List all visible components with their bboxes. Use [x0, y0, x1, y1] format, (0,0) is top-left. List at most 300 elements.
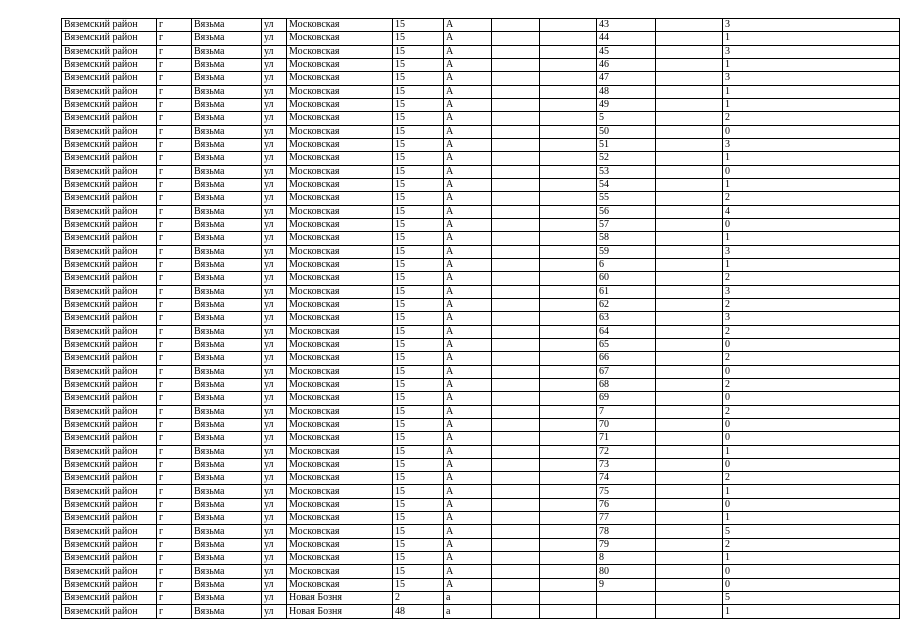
- blank-cell-c: [656, 378, 723, 391]
- street-cell: Московская: [287, 418, 393, 431]
- settlement-cell: Вязьма: [192, 258, 262, 271]
- count-cell: 5: [723, 592, 900, 605]
- table-row: [62, 32, 900, 45]
- blank-cell-b: [540, 352, 597, 365]
- table-row: [62, 205, 900, 218]
- count-cell: 3: [723, 312, 900, 325]
- count-cell: 0: [723, 418, 900, 431]
- blank-cell-c: [656, 605, 723, 618]
- blank-cell-a: [492, 525, 540, 538]
- district-cell: Вяземский район: [62, 112, 157, 125]
- settlement-cell: Вязьма: [192, 418, 262, 431]
- settlement-type-cell: г: [157, 298, 192, 311]
- blank-cell-c: [656, 85, 723, 98]
- district-cell: Вяземский район: [62, 525, 157, 538]
- blank-cell-c: [656, 125, 723, 138]
- settlement-type-cell: г: [157, 258, 192, 271]
- blank-cell-a: [492, 125, 540, 138]
- blank-cell-b: [540, 418, 597, 431]
- house-cell: 15: [393, 565, 444, 578]
- blank-cell-b: [540, 245, 597, 258]
- blank-cell-c: [656, 245, 723, 258]
- apartment-cell: 60: [597, 272, 656, 285]
- blank-cell-c: [656, 525, 723, 538]
- building-letter-cell: А: [444, 525, 492, 538]
- settlement-type-cell: г: [157, 152, 192, 165]
- table-row: [62, 312, 900, 325]
- house-cell: 15: [393, 392, 444, 405]
- district-cell: Вяземский район: [62, 538, 157, 551]
- district-cell: Вяземский район: [62, 405, 157, 418]
- street-cell: Московская: [287, 312, 393, 325]
- street-cell: Московская: [287, 352, 393, 365]
- blank-cell-a: [492, 258, 540, 271]
- blank-cell-a: [492, 392, 540, 405]
- settlement-type-cell: г: [157, 165, 192, 178]
- settlement-type-cell: г: [157, 192, 192, 205]
- apartment-cell: 80: [597, 565, 656, 578]
- count-cell: 2: [723, 298, 900, 311]
- settlement-cell: Вязьма: [192, 138, 262, 151]
- count-cell: 1: [723, 178, 900, 191]
- count-cell: 3: [723, 45, 900, 58]
- settlement-type-cell: г: [157, 98, 192, 111]
- house-cell: 15: [393, 178, 444, 191]
- district-cell: Вяземский район: [62, 592, 157, 605]
- blank-cell-c: [656, 472, 723, 485]
- apartment-cell: 53: [597, 165, 656, 178]
- blank-cell-a: [492, 98, 540, 111]
- building-letter-cell: А: [444, 98, 492, 111]
- district-cell: Вяземский район: [62, 45, 157, 58]
- street-cell: Московская: [287, 45, 393, 58]
- apartment-cell: 54: [597, 178, 656, 191]
- count-cell: 1: [723, 232, 900, 245]
- street-cell: Московская: [287, 285, 393, 298]
- district-cell: Вяземский район: [62, 312, 157, 325]
- street-cell: Московская: [287, 325, 393, 338]
- count-cell: 0: [723, 218, 900, 231]
- house-cell: 15: [393, 352, 444, 365]
- blank-cell-a: [492, 192, 540, 205]
- building-letter-cell: А: [444, 285, 492, 298]
- settlement-type-cell: г: [157, 392, 192, 405]
- blank-cell-a: [492, 605, 540, 618]
- settlement-type-cell: г: [157, 338, 192, 351]
- blank-cell-c: [656, 138, 723, 151]
- blank-cell-c: [656, 405, 723, 418]
- apartment-cell: 52: [597, 152, 656, 165]
- blank-cell-a: [492, 85, 540, 98]
- count-cell: 3: [723, 285, 900, 298]
- street-cell: Московская: [287, 218, 393, 231]
- count-cell: 0: [723, 338, 900, 351]
- blank-cell-b: [540, 232, 597, 245]
- house-cell: 15: [393, 338, 444, 351]
- blank-cell-b: [540, 85, 597, 98]
- apartment-cell: 51: [597, 138, 656, 151]
- blank-cell-b: [540, 112, 597, 125]
- blank-cell-c: [656, 552, 723, 565]
- count-cell: 0: [723, 565, 900, 578]
- house-cell: 15: [393, 298, 444, 311]
- district-cell: Вяземский район: [62, 205, 157, 218]
- building-letter-cell: А: [444, 472, 492, 485]
- apartment-cell: 49: [597, 98, 656, 111]
- house-cell: 15: [393, 312, 444, 325]
- district-cell: Вяземский район: [62, 72, 157, 85]
- count-cell: 1: [723, 485, 900, 498]
- street-cell: Новая Бозня: [287, 605, 393, 618]
- apartment-cell: [597, 592, 656, 605]
- blank-cell-b: [540, 298, 597, 311]
- table-row: [62, 605, 900, 618]
- street-type-cell: ул: [262, 85, 287, 98]
- house-cell: 15: [393, 498, 444, 511]
- building-letter-cell: А: [444, 485, 492, 498]
- count-cell: 3: [723, 245, 900, 258]
- blank-cell-a: [492, 418, 540, 431]
- house-cell: 15: [393, 19, 444, 32]
- street-cell: Московская: [287, 232, 393, 245]
- blank-cell-a: [492, 178, 540, 191]
- apartment-cell: 7: [597, 405, 656, 418]
- settlement-type-cell: г: [157, 512, 192, 525]
- street-cell: Московская: [287, 298, 393, 311]
- district-cell: Вяземский район: [62, 338, 157, 351]
- settlement-cell: Вязьма: [192, 578, 262, 591]
- district-cell: Вяземский район: [62, 432, 157, 445]
- building-letter-cell: А: [444, 458, 492, 471]
- street-cell: Московская: [287, 378, 393, 391]
- table-row: [62, 485, 900, 498]
- street-type-cell: ул: [262, 298, 287, 311]
- blank-cell-c: [656, 45, 723, 58]
- street-type-cell: ул: [262, 152, 287, 165]
- building-letter-cell: А: [444, 325, 492, 338]
- settlement-cell: Вязьма: [192, 432, 262, 445]
- blank-cell-b: [540, 165, 597, 178]
- table-row: [62, 192, 900, 205]
- settlement-cell: Вязьма: [192, 72, 262, 85]
- settlement-cell: Вязьма: [192, 552, 262, 565]
- district-cell: Вяземский район: [62, 245, 157, 258]
- district-cell: Вяземский район: [62, 458, 157, 471]
- building-letter-cell: А: [444, 32, 492, 45]
- settlement-type-cell: г: [157, 58, 192, 71]
- settlement-cell: Вязьма: [192, 298, 262, 311]
- blank-cell-c: [656, 19, 723, 32]
- settlement-type-cell: г: [157, 232, 192, 245]
- building-letter-cell: А: [444, 125, 492, 138]
- count-cell: 1: [723, 32, 900, 45]
- street-type-cell: ул: [262, 472, 287, 485]
- apartment-cell: 61: [597, 285, 656, 298]
- street-type-cell: ул: [262, 432, 287, 445]
- blank-cell-c: [656, 258, 723, 271]
- blank-cell-b: [540, 378, 597, 391]
- settlement-cell: Вязьма: [192, 19, 262, 32]
- count-cell: 1: [723, 58, 900, 71]
- blank-cell-a: [492, 352, 540, 365]
- street-type-cell: ул: [262, 392, 287, 405]
- blank-cell-b: [540, 472, 597, 485]
- street-type-cell: ул: [262, 365, 287, 378]
- blank-cell-b: [540, 138, 597, 151]
- blank-cell-b: [540, 578, 597, 591]
- street-cell: Московская: [287, 138, 393, 151]
- count-cell: 0: [723, 125, 900, 138]
- apartment-cell: 79: [597, 538, 656, 551]
- district-cell: Вяземский район: [62, 352, 157, 365]
- street-cell: Московская: [287, 445, 393, 458]
- table-row: [62, 365, 900, 378]
- settlement-cell: Вязьма: [192, 605, 262, 618]
- blank-cell-c: [656, 72, 723, 85]
- street-type-cell: ул: [262, 138, 287, 151]
- district-cell: Вяземский район: [62, 58, 157, 71]
- street-type-cell: ул: [262, 45, 287, 58]
- building-letter-cell: А: [444, 58, 492, 71]
- blank-cell-a: [492, 565, 540, 578]
- blank-cell-a: [492, 445, 540, 458]
- settlement-cell: Вязьма: [192, 378, 262, 391]
- district-cell: Вяземский район: [62, 285, 157, 298]
- building-letter-cell: А: [444, 165, 492, 178]
- count-cell: 0: [723, 365, 900, 378]
- house-cell: 15: [393, 472, 444, 485]
- table-row: [62, 592, 900, 605]
- blank-cell-b: [540, 525, 597, 538]
- house-cell: 15: [393, 125, 444, 138]
- table-row: [62, 245, 900, 258]
- blank-cell-c: [656, 285, 723, 298]
- settlement-cell: Вязьма: [192, 512, 262, 525]
- settlement-type-cell: г: [157, 125, 192, 138]
- table-row: [62, 325, 900, 338]
- house-cell: 15: [393, 98, 444, 111]
- blank-cell-b: [540, 445, 597, 458]
- street-type-cell: ул: [262, 405, 287, 418]
- building-letter-cell: А: [444, 392, 492, 405]
- building-letter-cell: А: [444, 498, 492, 511]
- building-letter-cell: А: [444, 445, 492, 458]
- count-cell: 0: [723, 498, 900, 511]
- house-cell: 15: [393, 512, 444, 525]
- district-cell: Вяземский район: [62, 178, 157, 191]
- table-row: [62, 338, 900, 351]
- building-letter-cell: А: [444, 112, 492, 125]
- apartment-cell: 75: [597, 485, 656, 498]
- blank-cell-a: [492, 272, 540, 285]
- street-type-cell: ул: [262, 32, 287, 45]
- settlement-type-cell: г: [157, 178, 192, 191]
- street-cell: Московская: [287, 525, 393, 538]
- table-row: [62, 538, 900, 551]
- settlement-cell: Вязьма: [192, 272, 262, 285]
- house-cell: 15: [393, 458, 444, 471]
- table-row: [62, 392, 900, 405]
- street-cell: Московская: [287, 258, 393, 271]
- blank-cell-c: [656, 232, 723, 245]
- street-type-cell: ул: [262, 58, 287, 71]
- settlement-cell: Вязьма: [192, 285, 262, 298]
- settlement-cell: Вязьма: [192, 98, 262, 111]
- building-letter-cell: А: [444, 312, 492, 325]
- house-cell: 15: [393, 432, 444, 445]
- street-cell: Московская: [287, 365, 393, 378]
- apartment-cell: 55: [597, 192, 656, 205]
- blank-cell-a: [492, 312, 540, 325]
- district-cell: Вяземский район: [62, 85, 157, 98]
- table-row: [62, 578, 900, 591]
- house-cell: 15: [393, 538, 444, 551]
- district-cell: Вяземский район: [62, 512, 157, 525]
- building-letter-cell: А: [444, 19, 492, 32]
- district-cell: Вяземский район: [62, 445, 157, 458]
- district-cell: Вяземский район: [62, 552, 157, 565]
- house-cell: 15: [393, 552, 444, 565]
- blank-cell-b: [540, 272, 597, 285]
- building-letter-cell: А: [444, 72, 492, 85]
- house-cell: 2: [393, 592, 444, 605]
- settlement-cell: Вязьма: [192, 325, 262, 338]
- house-cell: 15: [393, 365, 444, 378]
- settlement-type-cell: г: [157, 405, 192, 418]
- street-cell: Московская: [287, 472, 393, 485]
- street-type-cell: ул: [262, 458, 287, 471]
- street-type-cell: ул: [262, 178, 287, 191]
- street-cell: Московская: [287, 565, 393, 578]
- blank-cell-c: [656, 565, 723, 578]
- apartment-cell: [597, 605, 656, 618]
- street-type-cell: ул: [262, 512, 287, 525]
- blank-cell-a: [492, 365, 540, 378]
- blank-cell-c: [656, 445, 723, 458]
- house-cell: 15: [393, 72, 444, 85]
- street-type-cell: ул: [262, 312, 287, 325]
- district-cell: Вяземский район: [62, 32, 157, 45]
- count-cell: 0: [723, 578, 900, 591]
- district-cell: Вяземский район: [62, 138, 157, 151]
- settlement-cell: Вязьма: [192, 45, 262, 58]
- count-cell: 1: [723, 605, 900, 618]
- blank-cell-a: [492, 432, 540, 445]
- blank-cell-a: [492, 485, 540, 498]
- settlement-cell: Вязьма: [192, 112, 262, 125]
- blank-cell-c: [656, 205, 723, 218]
- street-type-cell: ул: [262, 232, 287, 245]
- table-row: [62, 152, 900, 165]
- table-row: [62, 432, 900, 445]
- table-row: [62, 418, 900, 431]
- blank-cell-a: [492, 472, 540, 485]
- settlement-cell: Вязьма: [192, 445, 262, 458]
- settlement-cell: Вязьма: [192, 458, 262, 471]
- blank-cell-c: [656, 485, 723, 498]
- street-type-cell: ул: [262, 125, 287, 138]
- district-cell: Вяземский район: [62, 605, 157, 618]
- count-cell: 1: [723, 512, 900, 525]
- street-type-cell: ул: [262, 218, 287, 231]
- street-cell: Московская: [287, 552, 393, 565]
- blank-cell-b: [540, 392, 597, 405]
- street-type-cell: ул: [262, 565, 287, 578]
- count-cell: 1: [723, 85, 900, 98]
- street-cell: Московская: [287, 58, 393, 71]
- district-cell: Вяземский район: [62, 19, 157, 32]
- district-cell: Вяземский район: [62, 418, 157, 431]
- count-cell: 2: [723, 112, 900, 125]
- settlement-cell: Вязьма: [192, 338, 262, 351]
- apartment-cell: 70: [597, 418, 656, 431]
- blank-cell-a: [492, 298, 540, 311]
- settlement-cell: Вязьма: [192, 205, 262, 218]
- blank-cell-a: [492, 538, 540, 551]
- street-cell: Московская: [287, 178, 393, 191]
- street-type-cell: ул: [262, 98, 287, 111]
- settlement-cell: Вязьма: [192, 152, 262, 165]
- settlement-type-cell: г: [157, 458, 192, 471]
- building-letter-cell: А: [444, 418, 492, 431]
- settlement-type-cell: г: [157, 272, 192, 285]
- blank-cell-b: [540, 458, 597, 471]
- settlement-cell: Вязьма: [192, 498, 262, 511]
- blank-cell-a: [492, 378, 540, 391]
- blank-cell-c: [656, 192, 723, 205]
- district-cell: Вяземский район: [62, 232, 157, 245]
- blank-cell-b: [540, 365, 597, 378]
- settlement-type-cell: г: [157, 418, 192, 431]
- district-cell: Вяземский район: [62, 485, 157, 498]
- apartment-cell: 78: [597, 525, 656, 538]
- settlement-type-cell: г: [157, 312, 192, 325]
- building-letter-cell: А: [444, 85, 492, 98]
- blank-cell-b: [540, 98, 597, 111]
- apartment-cell: 8: [597, 552, 656, 565]
- street-type-cell: ул: [262, 605, 287, 618]
- building-letter-cell: А: [444, 298, 492, 311]
- apartment-cell: 5: [597, 112, 656, 125]
- house-cell: 15: [393, 285, 444, 298]
- count-cell: 2: [723, 378, 900, 391]
- settlement-type-cell: г: [157, 525, 192, 538]
- house-cell: 15: [393, 165, 444, 178]
- blank-cell-b: [540, 192, 597, 205]
- district-cell: Вяземский район: [62, 578, 157, 591]
- count-cell: 0: [723, 458, 900, 471]
- blank-cell-c: [656, 298, 723, 311]
- table-row: [62, 565, 900, 578]
- count-cell: 2: [723, 405, 900, 418]
- table-row: [62, 405, 900, 418]
- house-cell: 15: [393, 32, 444, 45]
- blank-cell-b: [540, 32, 597, 45]
- count-cell: 2: [723, 352, 900, 365]
- house-cell: 15: [393, 152, 444, 165]
- apartment-cell: 48: [597, 85, 656, 98]
- house-cell: 15: [393, 325, 444, 338]
- settlement-cell: Вязьма: [192, 232, 262, 245]
- apartment-cell: 63: [597, 312, 656, 325]
- settlement-cell: Вязьма: [192, 85, 262, 98]
- street-cell: Московская: [287, 85, 393, 98]
- building-letter-cell: А: [444, 512, 492, 525]
- street-type-cell: ул: [262, 192, 287, 205]
- apartment-cell: 46: [597, 58, 656, 71]
- table-row: [62, 272, 900, 285]
- district-cell: Вяземский район: [62, 498, 157, 511]
